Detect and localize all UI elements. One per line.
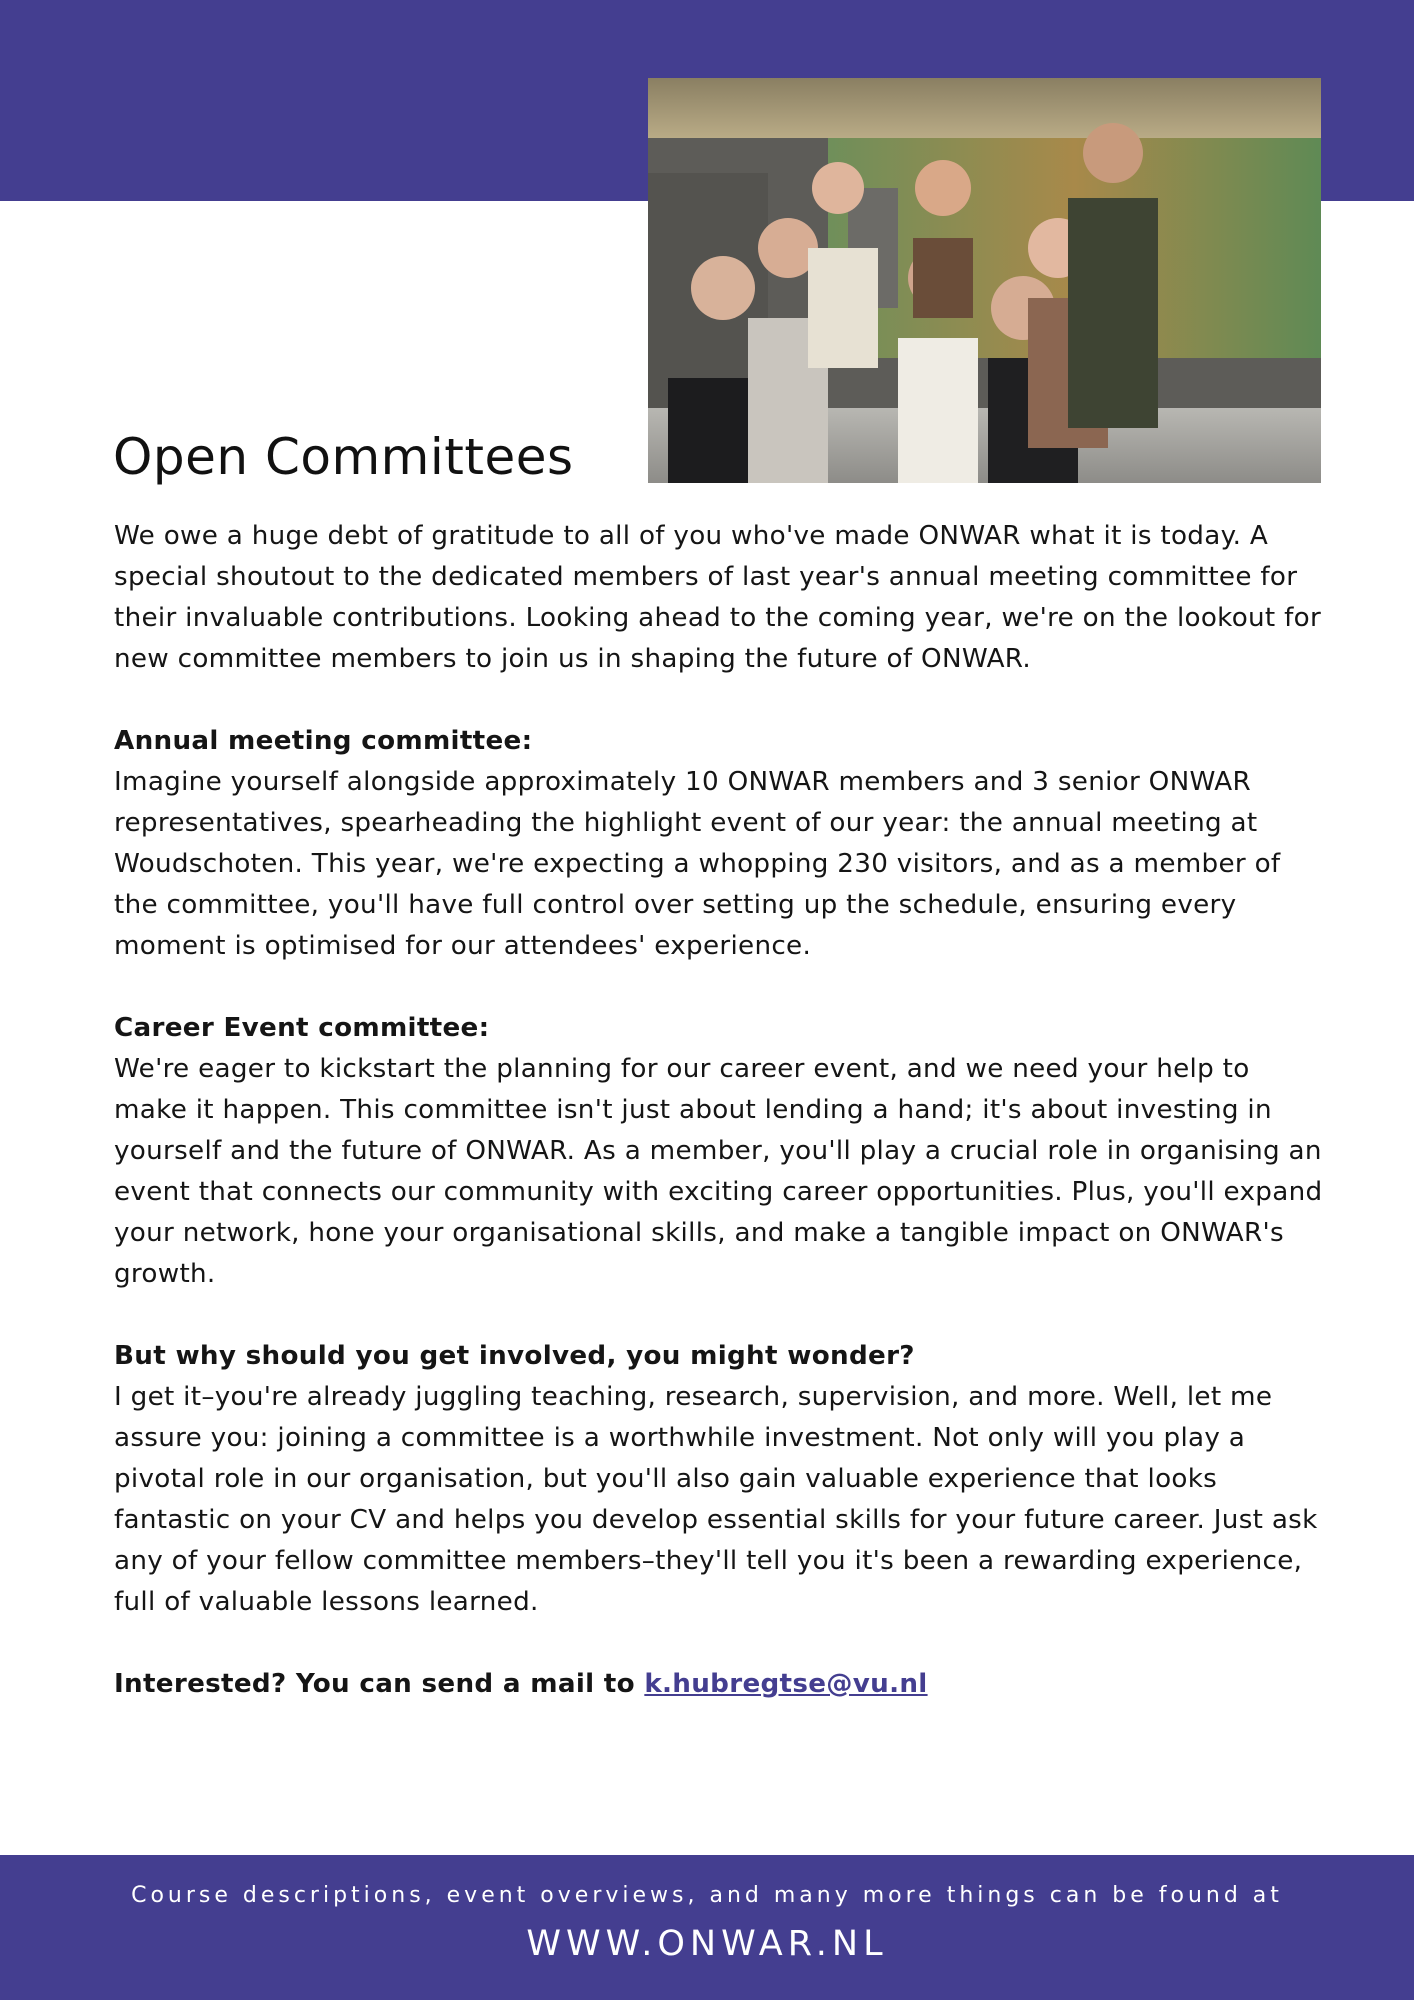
section-heading-career-event: Career Event committee: [114, 1013, 490, 1043]
footer-website-link[interactable]: WWW.ONWAR.NL [526, 1924, 888, 1964]
footer-band [0, 1855, 1414, 2000]
intro-paragraph: We owe a huge debt of gratitude to all of you who've made ONWAR what it is today. A special shoutout to the dedicated members of last year's annual meeting committee for their invaluable contributions. Looking ahead to the coming year, we're on the lookout for new committee members to join us in shaping the future of ONWAR. [114, 521, 1322, 674]
spacer [114, 1623, 1324, 1664]
email-link[interactable]: k.hubregtse@vu.nl [644, 1669, 928, 1699]
section-body-why-involved: I get it–you're already juggling teaching, research, supervision, and more. Well, let me assure you: joining a committee is a worthwhile investment. Not only will you play a pivotal role in our organisation, but you'll also gain valuable experience that looks fantastic on your CV and helps you develop essential skills for your future career. Just ask any of your fellow committee members–they'll tell you it's been a rewarding experience, full of valuable lessons learned. [114, 1382, 1318, 1617]
section-body-career-event: We're eager to kickstart the planning for our career event, and we need your help to make it happen. This committee isn't just about lending a hand; it's about investing in yourself and the future of ONWAR. As a member, you'll play a crucial role in organising an event that connects our community with exciting career opportunities. Plus, you'll expand your network, hone your organisational skills, and make a tangible impact on ONWAR's growth. [114, 1054, 1323, 1289]
spacer [114, 967, 1324, 1008]
section-heading-why-involved: But why should you get involved, you might wonder? [114, 1341, 915, 1371]
group-photo [648, 78, 1321, 483]
spacer [114, 1295, 1324, 1336]
contact-prefix: Interested? You can send a mail to [114, 1669, 645, 1699]
section-body-annual-meeting: Imagine yourself alongside approximately 10 ONWAR members and 3 senior ONWAR representatives, spearheading the highlight event of our year: the annual meeting at Woudschoten. This year, we're expecting a whopping 230 visitors, and as a member of the committee, you'll have full control over setting up the schedule, ensuring every moment is optimised for our attendees' experience. [114, 767, 1281, 961]
section-heading-annual-meeting: Annual meeting committee: [114, 726, 533, 756]
page-title: Open Committees [113, 428, 574, 486]
spacer [114, 680, 1324, 721]
photo-illustration [648, 78, 1321, 483]
article-body [114, 516, 1324, 1705]
footer-tagline: Course descriptions, event overviews, and many more things can be found at [131, 1883, 1283, 1908]
contact-line [114, 1664, 1324, 1705]
